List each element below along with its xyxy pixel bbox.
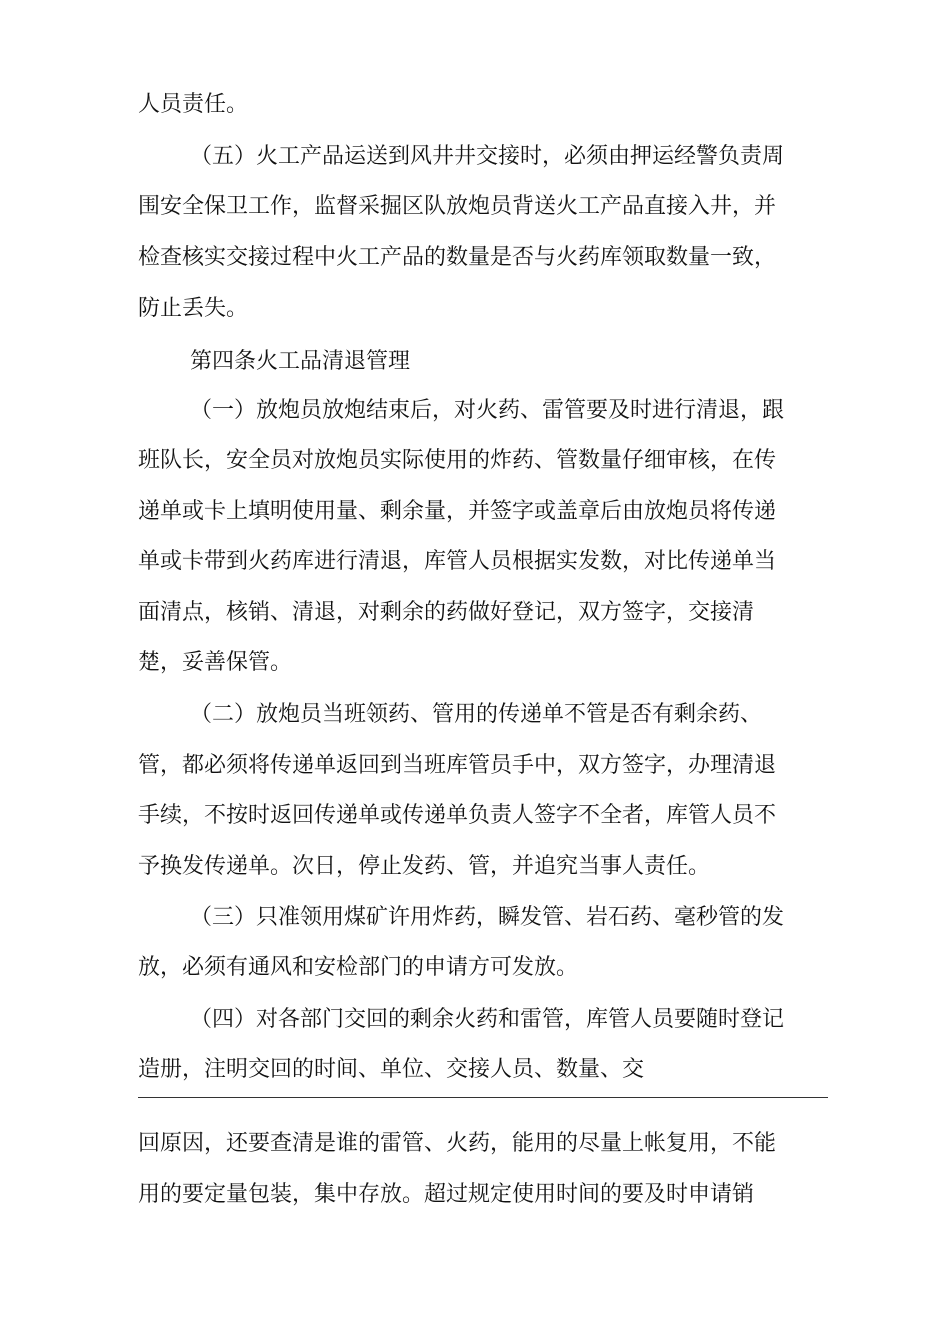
- paragraph-line: 管，都必须将传递单返回到当班库管员手中，双方签字，办理清退: [138, 753, 777, 778]
- paragraph-line: 手续，不按时返回传递单或传递单负责人签字不全者，库管人员不: [138, 803, 777, 828]
- paragraph-line: 面清点，核销、清退，对剩余的药做好登记，双方签字，交接清: [138, 600, 755, 625]
- paragraph-line: 造册，注明交回的时间、单位、交接人员、数量、交: [138, 1057, 645, 1082]
- paragraph-line: 单或卡带到火药库进行清退，库管人员根据实发数，对比传递单当: [138, 549, 777, 574]
- paragraph-line: 人员责任。: [138, 92, 249, 117]
- paragraph-line: 放，必须有通风和安检部门的申请方可发放。: [138, 955, 579, 980]
- paragraph-line: 楚，妥善保管。: [138, 650, 293, 675]
- paragraph-line: （五）火工产品运送到风井井交接时，必须由押运经警负责周: [190, 144, 785, 169]
- page-divider: [138, 1097, 828, 1098]
- paragraph-line: 用的要定量包装，集中存放。超过规定使用时间的要及时申请销: [138, 1182, 755, 1207]
- paragraph-line: 防止丢失。: [138, 296, 249, 321]
- paragraph-line: 检查核实交接过程中火工产品的数量是否与火药库领取数量一致，: [138, 245, 777, 270]
- paragraph-line: （四）对各部门交回的剩余火药和雷管，库管人员要随时登记: [190, 1007, 785, 1032]
- paragraph-line: 围安全保卫工作，监督采掘区队放炮员背送火工产品直接入井，并: [138, 194, 777, 219]
- paragraph-line: 予换发传递单。次日，停止发药、管，并追究当事人责任。: [138, 854, 711, 879]
- paragraph-line: 回原因，还要查清是谁的雷管、火药，能用的尽量上帐复用，不能: [138, 1131, 777, 1156]
- section-heading: 第四条火工品清退管理: [190, 349, 411, 374]
- paragraph-line: （一）放炮员放炮结束后，对火药、雷管要及时进行清退，跟: [190, 398, 785, 423]
- paragraph-line: （二）放炮员当班领药、管用的传递单不管是否有剩余药、: [190, 702, 763, 727]
- paragraph-line: 班队长，安全员对放炮员实际使用的炸药、管数量仔细审核，在传: [138, 448, 777, 473]
- paragraph-line: （三）只准领用煤矿许用炸药，瞬发管、岩石药、毫秒管的发: [190, 905, 785, 930]
- paragraph-line: 递单或卡上填明使用量、剩余量，并签字或盖章后由放炮员将传递: [138, 499, 777, 524]
